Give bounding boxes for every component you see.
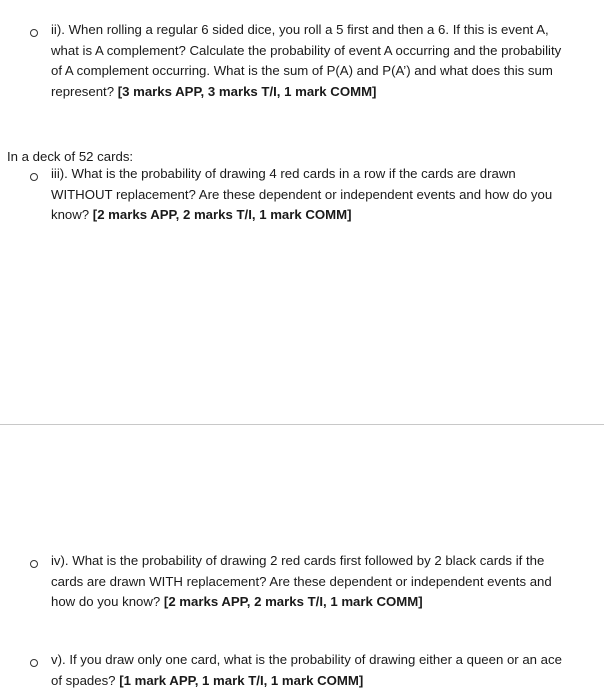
question-iv [51,551,571,613]
bullet-icon [30,560,38,568]
bullet-icon [30,659,38,667]
question-iii [51,164,571,226]
question-text: iii). What is the probability of drawing 4 red cards in a row if the cards are drawn WITHOUT replacement? Are these dependent or independent events and how do you know? [51,166,553,222]
question-marks: [3 marks APP, 3 marks T/I, 1 mark COMM] [117,83,377,99]
question-text: iv). What is the probability of drawing 2 red cards first followed by 2 black cards if the cards are drawn WITH replacement? Are these dependent or independent events and how do you know? [51,553,552,609]
question-text: v). If you draw only one card, what is the probability of drawing either a queen or an ace of spades? [51,652,562,688]
question-marks: [2 marks APP, 2 marks T/I, 1 mark COMM] [163,594,423,609]
question-marks: [2 marks APP, 2 marks T/I, 1 mark COMM] [92,207,352,222]
deck-intro: In a deck of 52 cards: [7,149,134,164]
question-text: ii). When rolling a regular 6 sided dice, you roll a 5 first and then a 6. If this is event A, what is A complement? Calculate the probability of event A occurring and the probability of A complement occurring. What is the sum of P(A) and P(A’) and what does this sum represent? [51,22,562,99]
bullet-icon [30,173,38,181]
question-v [51,650,571,691]
question-ii [51,20,571,102]
bullet-icon [30,29,38,37]
page-divider [0,424,604,425]
question-marks: [1 mark APP, 1 mark T/I, 1 mark COMM] [119,672,364,688]
